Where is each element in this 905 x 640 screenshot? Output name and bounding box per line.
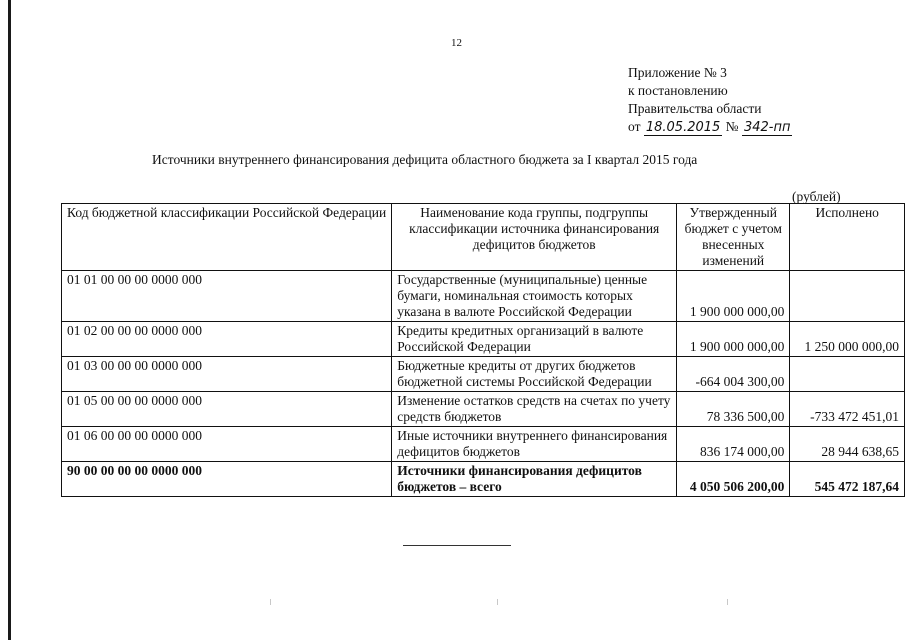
header-executed: Исполнено (790, 204, 905, 271)
appendix-line-2: к постановлению (628, 83, 728, 98)
cell-code: 01 02 00 00 00 0000 000 (62, 322, 392, 357)
cell-executed (790, 357, 905, 392)
page-number: 12 (451, 37, 462, 49)
cell-executed: -733 472 451,01 (790, 392, 905, 427)
cell-approved: 1 900 000 000,00 (677, 322, 790, 357)
cell-code: 01 05 00 00 00 0000 000 (62, 392, 392, 427)
table-total-row (62, 462, 905, 497)
cell-code: 01 03 00 00 00 0000 000 (62, 357, 392, 392)
total-code: 90 00 00 00 00 0000 000 (62, 462, 392, 497)
table-row (62, 357, 905, 392)
unit-label: (рублей) (792, 189, 841, 204)
scan-mark (270, 599, 271, 605)
table-header-row (62, 204, 905, 271)
cell-code: 01 01 00 00 00 0000 000 (62, 271, 392, 322)
from-label: от (628, 119, 641, 134)
cell-approved: 1 900 000 000,00 (677, 271, 790, 322)
appendix-header (628, 64, 792, 137)
document-title: Источники внутреннего финансирования дефицита областного бюджета за I квартал 2015 года (152, 152, 698, 167)
cell-code: 01 06 00 00 00 0000 000 (62, 427, 392, 462)
cell-approved: 836 174 000,00 (677, 427, 790, 462)
financing-table (61, 203, 905, 497)
cell-name: Бюджетные кредиты от других бюджетов бюджетной системы Российской Федерации (392, 357, 677, 392)
appendix-line-1: Приложение № 3 (628, 65, 727, 80)
cell-name: Иные источники внутреннего финансирования дефицитов бюджетов (392, 427, 677, 462)
end-separator-line (403, 545, 511, 546)
scan-mark (727, 599, 728, 605)
cell-name: Изменение остатков средств на счетах по учету средств бюджетов (392, 392, 677, 427)
total-executed: 545 472 187,64 (790, 462, 905, 497)
scan-mark (497, 599, 498, 605)
table-row (62, 271, 905, 322)
table-row (62, 392, 905, 427)
header-approved: Утвержденный бюджет с учетом внесенных изменений (677, 204, 790, 271)
cell-name: Кредиты кредитных организаций в валюте Российской Федерации (392, 322, 677, 357)
header-name: Наименование кода группы, подгруппы классификации источника финансирования дефицитов бюджетов (392, 204, 677, 271)
cell-executed (790, 271, 905, 322)
cell-approved: 78 336 500,00 (677, 392, 790, 427)
header-code: Код бюджетной классификации Российской Федерации (62, 204, 392, 271)
number-label: № (725, 119, 739, 134)
appendix-line-3: Правительства области (628, 101, 762, 116)
appendix-date-line (628, 118, 792, 137)
table-row (62, 322, 905, 357)
table-row (62, 427, 905, 462)
handwritten-number: 342-пп (743, 120, 791, 135)
total-name: Источники финансирования дефицитов бюджетов – всего (392, 462, 677, 497)
handwritten-date: 18.05.2015 (645, 120, 721, 135)
cell-executed: 1 250 000 000,00 (790, 322, 905, 357)
cell-executed: 28 944 638,65 (790, 427, 905, 462)
cell-name: Государственные (муниципальные) ценные бумаги, номинальная стоимость которых указана в валюте Российской Федерации (392, 271, 677, 322)
page-edge-rule (8, 0, 11, 640)
total-approved: 4 050 506 200,00 (677, 462, 790, 497)
cell-approved: -664 004 300,00 (677, 357, 790, 392)
